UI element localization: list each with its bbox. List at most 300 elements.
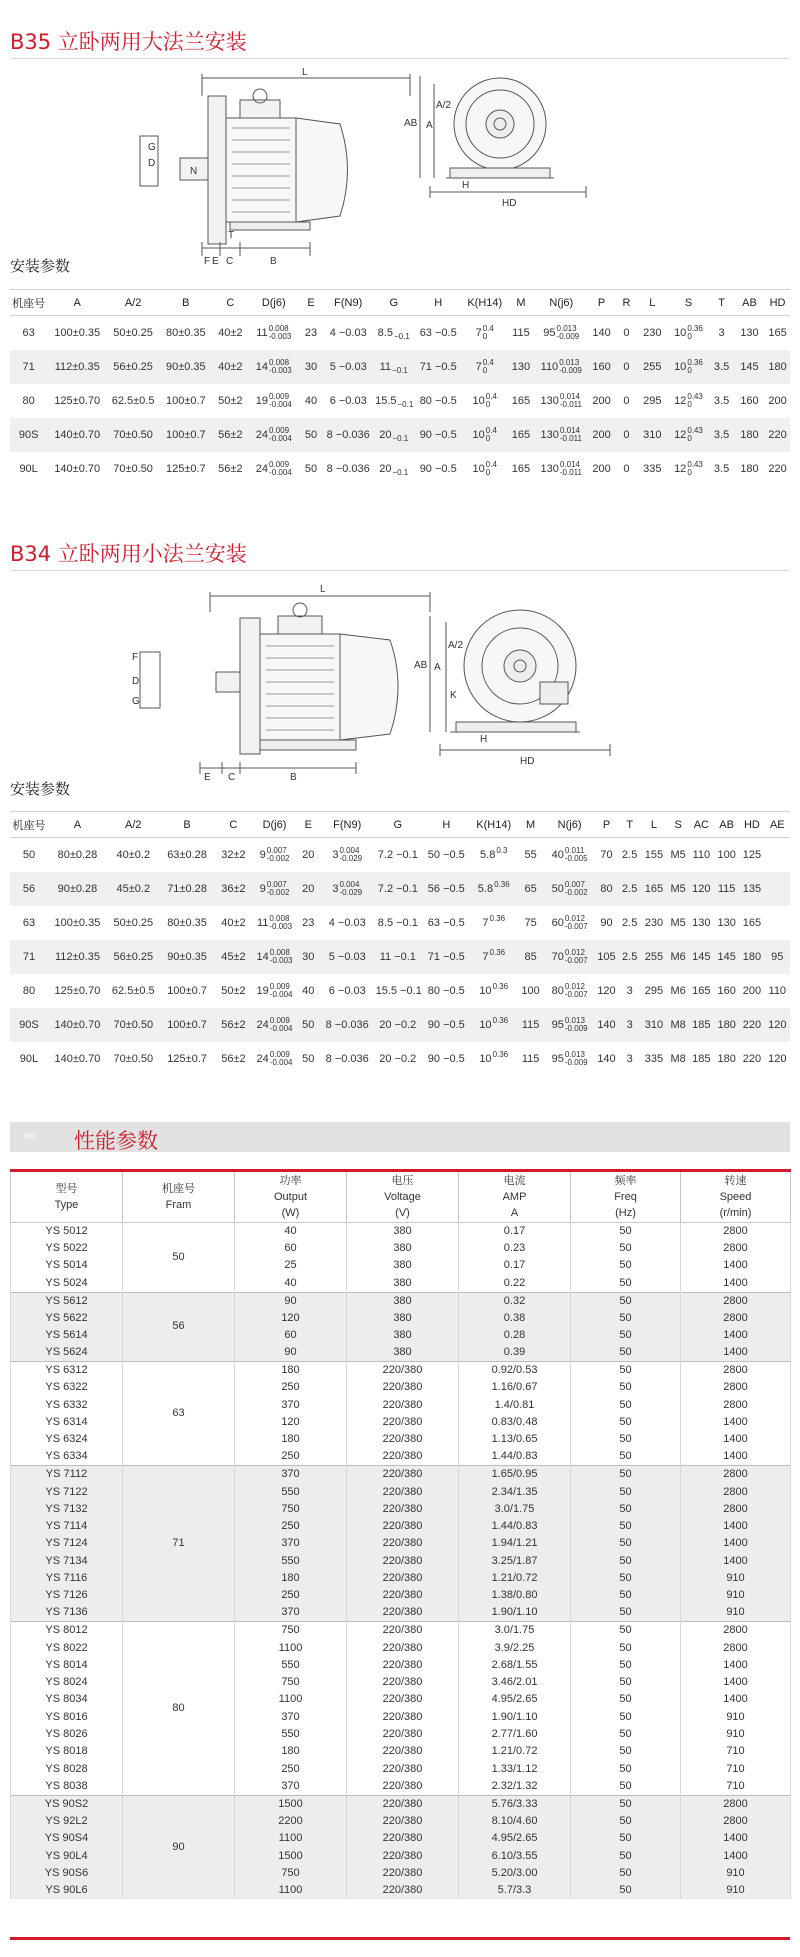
voltage-cell: 220/380 [347, 1553, 459, 1570]
b34-tolerance: 0.36 [492, 981, 509, 991]
b35-cell: 8.5 −0.1 [377, 326, 410, 341]
performance-row [11, 1622, 791, 1640]
b34-cell: 56 −0.5 [421, 872, 472, 906]
b34-tolerance: 0.013 -0.009 [564, 1015, 588, 1033]
performance-row [11, 1223, 791, 1241]
b34-cell: 165 [692, 984, 711, 997]
b34-cell: 120 [689, 872, 714, 906]
fram-cell: 56 [123, 1292, 235, 1362]
b34-cell: 20 −0.2 [375, 1008, 421, 1042]
speed-cell: 710 [681, 1761, 791, 1778]
b34-cell: 90±0.28 [48, 872, 107, 906]
b34-cell: 165 [640, 872, 667, 906]
b35-cell: 12 0.43 0 [668, 418, 709, 452]
amp-cell: 3.0/1.75 [459, 1622, 571, 1640]
performance-row [11, 1466, 791, 1484]
b35-cell: 23 [304, 326, 318, 339]
b34-cell: 10 0.36 [472, 1042, 516, 1076]
b34-cell: 100±0.7 [160, 1008, 215, 1042]
speed-cell: 910 [681, 1726, 791, 1743]
b35-cell: 165 [506, 418, 535, 452]
performance-col-header [681, 1171, 791, 1223]
type-cell: YS 8026 [11, 1726, 123, 1743]
type-cell: YS 8022 [11, 1639, 123, 1656]
output-cell: 250 [235, 1587, 347, 1604]
amp-cell: 1.44/0.83 [459, 1448, 571, 1466]
b35-cell: 90±0.35 [159, 350, 213, 384]
output-cell: 550 [235, 1726, 347, 1743]
b34-label-C: C [228, 772, 236, 783]
b35-cell: 140±0.70 [47, 418, 107, 452]
b35-cell: 140 [592, 326, 611, 339]
voltage-cell: 220/380 [347, 1570, 459, 1587]
type-cell: YS 8028 [11, 1761, 123, 1778]
speed-cell: 1400 [681, 1344, 791, 1362]
b35-header-row [10, 290, 790, 316]
performance-row [11, 1795, 791, 1813]
freq-cell: 50 [571, 1587, 681, 1604]
header-cn: 电流 [503, 1175, 526, 1187]
b35-label-C: C [226, 256, 234, 267]
freq-cell: 50 [571, 1553, 681, 1570]
speed-cell: 1400 [681, 1414, 791, 1431]
performance-col-header [571, 1171, 681, 1223]
b34-cell: 24 0.009 -0.004 [256, 1049, 293, 1067]
amp-cell: 1.94/1.21 [459, 1535, 571, 1552]
b35-label-N: N [190, 166, 198, 177]
b34-cell: 11 −0.1 [375, 940, 421, 974]
amp-cell: 4.95/2.65 [459, 1830, 571, 1847]
type-cell: YS 7124 [11, 1535, 123, 1552]
b35-cell: 165 [768, 326, 787, 339]
output-cell: 1500 [235, 1847, 347, 1864]
b34-cell: 155 [644, 848, 664, 861]
speed-cell: 2800 [681, 1622, 791, 1640]
voltage-cell: 220/380 [347, 1604, 459, 1622]
type-cell: YS 5012 [11, 1223, 123, 1241]
b34-cell: M5 [670, 916, 686, 929]
b35-cell: 130 [506, 350, 535, 384]
b35-col-header: E [300, 290, 323, 316]
b35-cell: 3.5 [713, 394, 730, 407]
speed-cell: 1400 [681, 1518, 791, 1535]
speed-cell: 710 [681, 1743, 791, 1760]
b34-col-header: AB [714, 812, 739, 838]
performance-header-row [11, 1171, 791, 1223]
b34-cell [765, 872, 790, 906]
speed-cell: 2800 [681, 1240, 791, 1257]
b35-cell: 19 0.009 -0.004 [255, 391, 292, 409]
freq-cell: 50 [571, 1830, 681, 1847]
b34-cell: 70 [600, 848, 613, 861]
b34-cell: 130 [717, 916, 736, 929]
b34-cell: 140 [597, 1052, 616, 1065]
voltage-cell: 220/380 [347, 1691, 459, 1708]
b34-col-header: AC [689, 812, 714, 838]
b34-cell: 50 0.007 -0.002 [545, 872, 593, 906]
amp-cell: 1.4/0.81 [459, 1396, 571, 1413]
speed-cell: 910 [681, 1865, 791, 1882]
b35-cell: 100±0.7 [165, 394, 206, 407]
b34-cell: 112±0.35 [48, 940, 107, 974]
b35-cell: 165 [511, 394, 531, 407]
voltage-cell: 220/380 [347, 1709, 459, 1726]
b34-row [10, 974, 790, 1008]
b35-tolerance: 0.009 -0.004 [269, 459, 292, 477]
b34-cell: 11 0.008 -0.003 [256, 913, 293, 931]
speed-cell: 910 [681, 1587, 791, 1604]
b34-col-header: E [297, 812, 320, 838]
b34-cell: 3 0.004 -0.029 [332, 845, 363, 863]
b34-cell: 56 [10, 872, 48, 906]
type-cell: YS 90S4 [11, 1830, 123, 1847]
b34-cell: 20 [302, 848, 315, 861]
b34-col-header: 机座号 [10, 812, 48, 838]
b34-cell: 3 [619, 1008, 640, 1042]
voltage-cell: 220/380 [347, 1813, 459, 1830]
voltage-cell: 380 [347, 1310, 459, 1327]
b35-cell: 125±0.70 [54, 394, 101, 407]
speed-cell: 2800 [681, 1795, 791, 1813]
b35-row [10, 452, 790, 486]
b35-cell: 310 [637, 418, 668, 452]
b34-cell: M6 [668, 940, 689, 974]
b34-cell: 230 [644, 916, 664, 929]
b34-tolerance: 0.012 -0.007 [564, 981, 588, 999]
b35-cell: 15.5 −0.1 [375, 394, 414, 409]
b34-tolerance: 0.36 [489, 947, 506, 957]
speed-cell: 2800 [681, 1310, 791, 1327]
b34-cell: 3 [626, 984, 633, 997]
b34-tolerance: 0.004 -0.029 [339, 845, 363, 863]
b35-cell: 130 0.014 -0.011 [535, 418, 587, 452]
freq-cell: 50 [571, 1310, 681, 1327]
speed-cell: 1400 [681, 1275, 791, 1293]
type-cell: YS 8012 [11, 1622, 123, 1640]
speed-cell: 910 [681, 1882, 791, 1899]
output-cell: 2200 [235, 1813, 347, 1830]
freq-cell: 50 [571, 1570, 681, 1587]
amp-cell: 0.22 [459, 1275, 571, 1293]
amp-cell: 1.21/0.72 [459, 1570, 571, 1587]
type-cell: YS 90S6 [11, 1865, 123, 1882]
b34-cell: 50 [302, 1052, 315, 1065]
b34-cell: 120 [765, 1008, 790, 1042]
output-cell: 60 [235, 1327, 347, 1344]
b35-cell: 6 −0.03 [329, 394, 367, 407]
b35-col-header: 机座号 [10, 290, 47, 316]
b35-spec-table [10, 289, 790, 486]
b34-cell: 10 0.36 [472, 1008, 516, 1042]
voltage-cell: 220/380 [347, 1726, 459, 1743]
b34-tolerance: 0.012 -0.007 [564, 947, 588, 965]
b35-tolerance: 0.4 0 [485, 425, 497, 443]
voltage-cell: 220/380 [347, 1587, 459, 1604]
header-cn: 机座号 [162, 1183, 195, 1195]
speed-cell: 1400 [681, 1674, 791, 1691]
output-cell: 40 [235, 1275, 347, 1293]
header-en: Voltage [384, 1191, 421, 1203]
b34-cell: 55 [524, 848, 537, 861]
b34-cell: 56±0.25 [107, 940, 160, 974]
b34-cell: 4 −0.03 [328, 916, 366, 929]
b34-cell: 180 [739, 940, 764, 974]
header-en: AMP [502, 1191, 527, 1203]
freq-cell: 50 [571, 1414, 681, 1431]
freq-cell: 50 [571, 1761, 681, 1778]
b34-col-header: AE [765, 812, 790, 838]
b35-cell: 0 [616, 350, 637, 384]
freq-cell: 50 [571, 1813, 681, 1830]
b35-tolerance: 0.4 0 [482, 323, 494, 341]
b34-row [10, 872, 790, 906]
b34-cell: 110 [768, 984, 787, 997]
freq-cell: 50 [571, 1795, 681, 1813]
b34-cell: 63 −0.5 [427, 916, 465, 929]
voltage-cell: 220/380 [347, 1882, 459, 1899]
speed-cell: 1400 [681, 1553, 791, 1570]
b34-col-header: D(j6) [252, 812, 296, 838]
output-cell: 1100 [235, 1830, 347, 1847]
b35-cell: 8 −0.036 [326, 462, 370, 475]
output-cell: 370 [235, 1466, 347, 1484]
b35-tolerance: 0.36 0 [687, 357, 703, 375]
b35-params-label: 安装参数 [10, 257, 71, 275]
b35-tolerance: 0.008 -0.003 [269, 357, 292, 375]
freq-cell: 50 [571, 1344, 681, 1362]
b35-cell: 40 [304, 394, 318, 407]
b34-cell: 115 [714, 872, 739, 906]
b35-row [10, 418, 790, 452]
type-cell: YS 7134 [11, 1553, 123, 1570]
b35-tolerance: 0.43 0 [687, 459, 703, 477]
voltage-cell: 220/380 [347, 1483, 459, 1500]
b35-cell: 80±0.35 [165, 326, 206, 339]
b34-cell: 32±2 [221, 848, 246, 861]
b34-label-E: E [204, 772, 211, 783]
b34-tolerance: 0.011 -0.005 [564, 845, 588, 863]
amp-cell: 1.13/0.65 [459, 1431, 571, 1448]
b34-cell: 3 [626, 1052, 633, 1065]
speed-cell: 1400 [681, 1847, 791, 1864]
b35-label-HD: HD [502, 198, 517, 209]
performance-col-header [123, 1171, 235, 1223]
freq-cell: 50 [571, 1292, 681, 1310]
b34-col-header: HD [739, 812, 764, 838]
b34-cell: 200 [742, 984, 762, 997]
b34-divider [10, 570, 790, 571]
freq-cell: 50 [571, 1604, 681, 1622]
b34-col-header: A/2 [107, 812, 160, 838]
amp-cell: 2.32/1.32 [459, 1778, 571, 1796]
amp-cell: 0.32 [459, 1292, 571, 1310]
type-cell: YS 6334 [11, 1448, 123, 1466]
b35-cell: 200 [768, 394, 787, 407]
type-cell: YS 5024 [11, 1275, 123, 1293]
type-cell: YS 5022 [11, 1240, 123, 1257]
b35-col-header: D(j6) [248, 290, 300, 316]
amp-cell: 0.92/0.53 [459, 1362, 571, 1380]
b34-row [10, 838, 790, 872]
speed-cell: 1400 [681, 1327, 791, 1344]
b34-cell: 145 [714, 940, 739, 974]
type-cell: YS 7126 [11, 1587, 123, 1604]
b34-cell: 2.5 [622, 848, 638, 861]
b34-cell: 6 −0.03 [328, 984, 366, 997]
b35-cell: 145 [734, 350, 765, 384]
b35-cell: 220 [765, 418, 790, 452]
voltage-cell: 220/380 [347, 1795, 459, 1813]
b35-cell: 180 [734, 418, 765, 452]
type-cell: YS 7112 [11, 1466, 123, 1484]
output-cell: 750 [235, 1622, 347, 1640]
b34-cell: 130 [692, 916, 711, 929]
b34-cell: 80 −0.5 [427, 984, 465, 997]
b34-tolerance: 0.013 -0.009 [564, 1049, 588, 1067]
b35-cell: 180 [740, 462, 759, 475]
b35-cell: 50±2 [218, 394, 243, 407]
b35-cell: 130 [740, 326, 759, 339]
b35-cell: 112±0.35 [47, 350, 107, 384]
type-cell: YS 6312 [11, 1362, 123, 1380]
b35-cell: 10 0.4 0 [463, 418, 506, 452]
b34-cell: 185 [689, 1008, 714, 1042]
b35-cell: 295 [643, 394, 662, 407]
amp-cell: 0.83/0.48 [459, 1414, 571, 1431]
b34-col-header: S [668, 812, 689, 838]
b34-cell: 50 −0.5 [427, 848, 465, 861]
b35-label-B: B [270, 256, 277, 267]
fram-cell: 71 [123, 1466, 235, 1622]
b35-cell: 335 [643, 462, 662, 475]
header-cn: 电压 [391, 1175, 414, 1187]
b35-label-A2: A/2 [436, 100, 452, 111]
amp-cell: 4.95/2.65 [459, 1691, 571, 1708]
b35-cell: 50 [300, 418, 323, 452]
performance-section-title: 性能参数 [74, 1129, 158, 1153]
freq-cell: 50 [571, 1622, 681, 1640]
b34-cell: 70±0.50 [107, 1008, 160, 1042]
output-cell: 180 [235, 1570, 347, 1587]
b34-cell: 80 0.012 -0.007 [551, 981, 588, 999]
voltage-cell: 220/380 [347, 1865, 459, 1882]
amp-cell: 0.38 [459, 1310, 571, 1327]
freq-cell: 50 [571, 1847, 681, 1864]
b34-row [10, 1042, 790, 1076]
header-unit: (V) [395, 1207, 410, 1219]
b34-cell: 3 0.004 -0.029 [320, 872, 375, 906]
b34-cell: 40±0.2 [116, 848, 151, 861]
b34-cell: 71 [10, 940, 48, 974]
b34-cell: 8.5 −0.1 [377, 916, 418, 929]
freq-cell: 50 [571, 1778, 681, 1796]
b34-cell: 90 [600, 916, 613, 929]
b34-row [10, 906, 790, 940]
b34-cell: 115 [516, 1008, 546, 1042]
output-cell: 1100 [235, 1882, 347, 1899]
b34-cell: 5 −0.03 [320, 940, 375, 974]
freq-cell: 50 [571, 1709, 681, 1726]
type-cell: YS 6314 [11, 1414, 123, 1431]
b35-cell: 7 0.4 0 [475, 323, 494, 341]
voltage-cell: 220/380 [347, 1379, 459, 1396]
type-cell: YS 8038 [11, 1778, 123, 1796]
b34-cell: 220 [742, 1052, 762, 1065]
b35-cell: 12 0.43 0 [674, 391, 703, 409]
amp-cell: 6.10/3.55 [459, 1847, 571, 1864]
b34-cell: M5 [670, 848, 686, 861]
b35-col-header: K(H14) [463, 290, 506, 316]
freq-cell: 50 [571, 1396, 681, 1413]
b35-tolerance: 0.4 0 [482, 357, 494, 375]
b35-tolerance: 0.43 0 [687, 391, 703, 409]
voltage-cell: 220/380 [347, 1639, 459, 1656]
b34-cell: 85 [516, 940, 546, 974]
b35-tolerance: 0.008 -0.003 [268, 323, 292, 341]
b34-tolerance: 0.004 -0.029 [339, 879, 363, 897]
b34-tolerance: 0.009 -0.004 [269, 1049, 293, 1067]
b34-cell: 335 [644, 1052, 664, 1065]
performance-row [11, 1292, 791, 1310]
b35-cell: 200 [587, 418, 616, 452]
freq-cell: 50 [571, 1431, 681, 1448]
b35-cell: 24 0.009 -0.004 [248, 418, 300, 452]
amp-cell: 3.46/2.01 [459, 1674, 571, 1691]
b34-cell: 50 [22, 848, 36, 861]
speed-cell: 1400 [681, 1257, 791, 1274]
b35-tolerance: −0.1 [392, 433, 409, 443]
b35-cell: 90 −0.5 [419, 462, 457, 475]
b34-cell: 180 [717, 1052, 736, 1065]
amp-cell: 5.76/3.33 [459, 1795, 571, 1813]
b34-tolerance: 0.36 [492, 1015, 509, 1025]
type-cell: YS 7114 [11, 1518, 123, 1535]
b35-tolerance: 0.009 -0.004 [269, 425, 292, 443]
b35-col-header: T [709, 290, 734, 316]
voltage-cell: 380 [347, 1292, 459, 1310]
voltage-cell: 220/380 [347, 1743, 459, 1760]
b34-label-HD: HD [520, 756, 535, 767]
b35-cell: 40±2 [213, 350, 248, 384]
b34-cell: 95 [765, 940, 790, 974]
b34-cell: 90 −0.5 [421, 1008, 472, 1042]
b34-row [10, 1008, 790, 1042]
b35-cell: 200 [592, 462, 611, 475]
b35-cell: 130 0.014 -0.011 [540, 459, 582, 477]
type-cell: YS 7122 [11, 1483, 123, 1500]
b34-label-A: A [434, 662, 441, 673]
voltage-cell: 220/380 [347, 1448, 459, 1466]
b34-cell: 145 [689, 940, 714, 974]
b35-col-header: S [668, 290, 709, 316]
speed-cell: 2800 [681, 1362, 791, 1380]
voltage-cell: 220/380 [347, 1657, 459, 1674]
speed-cell: 1400 [681, 1691, 791, 1708]
b34-cell: 56±2 [214, 1008, 252, 1042]
triple-chevron-icon: ››› [24, 1128, 35, 1144]
b35-cell: 3 [718, 326, 725, 339]
speed-cell: 2800 [681, 1483, 791, 1500]
b35-label-H: H [462, 180, 470, 191]
b35-cell: 8 −0.036 [322, 418, 374, 452]
b34-cell: 2.5 [622, 916, 638, 929]
b35-label-E: E [212, 256, 219, 267]
b34-cell: 220 [739, 1008, 764, 1042]
b34-cell: 70±0.50 [113, 1052, 154, 1065]
b35-col-header: R [616, 290, 637, 316]
b35-cell: 255 [637, 350, 668, 384]
b34-cell: 40 [302, 984, 315, 997]
